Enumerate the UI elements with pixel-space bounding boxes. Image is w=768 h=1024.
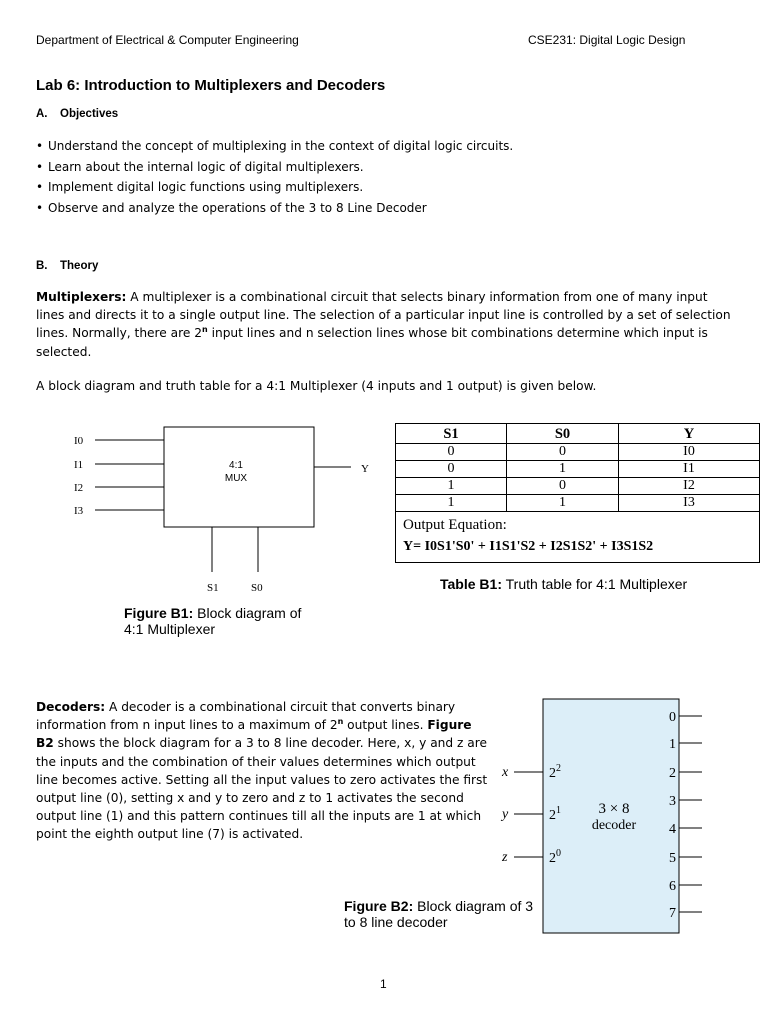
multiplexer-exponent: n bbox=[202, 325, 208, 335]
input-weight-2-2: $2^2$ bbox=[549, 763, 561, 781]
bullet-icon: • bbox=[36, 180, 44, 194]
table-b1-caption bbox=[440, 576, 687, 592]
decoder-text-2: output lines. bbox=[343, 718, 428, 733]
output-label-1: 1 bbox=[669, 737, 676, 752]
figure-b2-caption-label: Figure B2: bbox=[344, 898, 414, 914]
objectives-list bbox=[36, 136, 513, 218]
output-label-4: 4 bbox=[669, 822, 676, 837]
input-label-i0: I0 bbox=[74, 435, 84, 447]
table-row bbox=[396, 461, 760, 478]
objective-item bbox=[36, 177, 513, 198]
theory-heading-text: Theory bbox=[60, 260, 99, 272]
input-weight-2-1: $2^1$ bbox=[549, 805, 561, 823]
select-label-s0: S0 bbox=[251, 582, 263, 594]
theory-heading bbox=[36, 260, 98, 272]
output-equation: Y= I0S1'S0' + I1S1'S2 + I2S1S2' + I3S1S2 bbox=[403, 539, 654, 554]
figure-b1-caption bbox=[124, 605, 324, 637]
table-b1-caption-text: Truth table for 4:1 Multiplexer bbox=[501, 576, 688, 592]
figure-b2-caption bbox=[344, 898, 534, 930]
figure-b1-caption-text: Block diagram of 4:1 Multiplexer bbox=[124, 605, 302, 637]
decoder-exponent: n bbox=[337, 717, 344, 727]
table-cell: 0 bbox=[396, 444, 507, 461]
theory-heading-number: B. bbox=[36, 260, 48, 272]
output-label-2: 2 bbox=[669, 766, 676, 781]
input-label-z: z bbox=[502, 850, 508, 865]
output-label-3: 3 bbox=[669, 794, 676, 809]
table-cell: 0 bbox=[396, 461, 507, 478]
objective-text: Observe and analyze the operations of the 3 to 8 Line Decoder bbox=[48, 200, 427, 215]
decoder-box-label-name: decoder bbox=[591, 818, 637, 833]
objective-item bbox=[36, 157, 513, 178]
table-cell: I0 bbox=[619, 444, 760, 461]
multiplexer-term: Multiplexers: bbox=[36, 290, 127, 304]
decoder-term: Decoders: bbox=[36, 700, 106, 714]
table-cell: 1 bbox=[507, 495, 619, 512]
mux-box-label-ratio: 4:1 bbox=[229, 460, 243, 471]
objective-text: Learn about the internal logic of digital multiplexers. bbox=[48, 159, 364, 174]
bullet-icon: • bbox=[36, 139, 44, 153]
block-diagram-intro: A block diagram and truth table for a 4:1 Multiplexer (4 inputs and 1 output) is given below. bbox=[36, 379, 597, 393]
equation-row bbox=[396, 512, 760, 563]
input-label-y: y bbox=[502, 807, 509, 822]
decoder-text-3: shows the block diagram for a 3 to 8 line decoder. Here, x, y and z are the inputs and the combination of their values determines which output line becomes active. Setting all the input values to zero activates the first output line (0), setting x and y to zero and z to 1 activates the second output line (1) and this pattern continues till all the inputs are 1 at which point the eighth output line (7) is activated. bbox=[36, 736, 488, 842]
input-label-i1: I1 bbox=[74, 459, 84, 471]
objective-item bbox=[36, 136, 513, 157]
header-s1: S1 bbox=[396, 424, 507, 444]
header-course: CSE231: Digital Logic Design bbox=[528, 33, 686, 47]
table-cell: I1 bbox=[619, 461, 760, 478]
table-b1-caption-label: Table B1: bbox=[440, 576, 502, 592]
objective-item bbox=[36, 198, 513, 219]
figure-b2-caption-text: Block diagram of 3 to 8 line decoder bbox=[344, 898, 534, 930]
output-label-5: 5 bbox=[669, 851, 676, 866]
table-cell: 0 bbox=[507, 478, 619, 495]
multiplexer-text-2: input lines and n selection lines whose bit combinations determine which input is selected. bbox=[36, 326, 708, 359]
input-weight-2-0: $2^0$ bbox=[549, 848, 561, 866]
output-label-6: 6 bbox=[669, 879, 676, 894]
lab-title: Lab 6: Introduction to Multiplexers and Decoders bbox=[36, 77, 386, 94]
equation-cell bbox=[396, 512, 760, 563]
table-cell: I2 bbox=[619, 478, 760, 495]
objective-text: Understand the concept of multiplexing in the context of digital logic circuits. bbox=[48, 139, 514, 153]
table-row bbox=[396, 444, 760, 461]
input-label-x: x bbox=[502, 765, 509, 780]
mux-box-label-name: MUX bbox=[224, 473, 248, 484]
table-cell: 1 bbox=[396, 478, 507, 495]
header-department: Department of Electrical & Computer Engineering bbox=[36, 33, 299, 47]
figure-b2-reference: Figure B2 bbox=[36, 718, 472, 751]
truth-table bbox=[395, 423, 760, 563]
equation-label: Output Equation: bbox=[403, 517, 507, 533]
figure-b1-caption-label: Figure B1: bbox=[124, 605, 194, 621]
table-cell: 1 bbox=[507, 461, 619, 478]
select-label-s1: S1 bbox=[207, 582, 219, 594]
page-number: 1 bbox=[380, 977, 387, 991]
table-row bbox=[396, 495, 760, 512]
output-label-7: 7 bbox=[669, 906, 676, 921]
bullet-icon: • bbox=[36, 200, 44, 215]
decoder-paragraph bbox=[36, 698, 491, 844]
objectives-heading-text: Objectives bbox=[60, 108, 119, 120]
multiplexer-text-1: A multiplexer is a combinational circuit that selects binary information from one of many input lines and directs it to a single output line. The selection of a particular input line is controlled by a set of selection lines. Normally, there are 2 bbox=[36, 290, 731, 341]
table-cell: 1 bbox=[396, 495, 507, 512]
output-label-0: 0 bbox=[669, 710, 676, 725]
header-s0: S0 bbox=[507, 424, 619, 444]
output-label-y: Y bbox=[361, 463, 369, 475]
objective-text: Implement digital logic functions using multiplexers. bbox=[48, 180, 364, 194]
decoder-box-label-size: 3 × 8 bbox=[598, 801, 630, 817]
input-label-i2: I2 bbox=[74, 482, 84, 494]
objectives-heading bbox=[36, 108, 118, 120]
decoder-text-1: A decoder is a combinational circuit that converts binary information from n input lines to a maximum of 2 bbox=[36, 700, 456, 733]
table-cell: I3 bbox=[619, 495, 760, 512]
input-label-i3: I3 bbox=[74, 505, 84, 517]
header-y: Y bbox=[619, 424, 760, 444]
mux-block-diagram bbox=[60, 420, 390, 600]
table-cell: 0 bbox=[507, 444, 619, 461]
objectives-heading-number: A. bbox=[36, 108, 48, 120]
table-header-row bbox=[396, 424, 760, 444]
bullet-icon: • bbox=[36, 159, 44, 174]
table-row bbox=[396, 478, 760, 495]
multiplexer-paragraph bbox=[36, 288, 736, 361]
